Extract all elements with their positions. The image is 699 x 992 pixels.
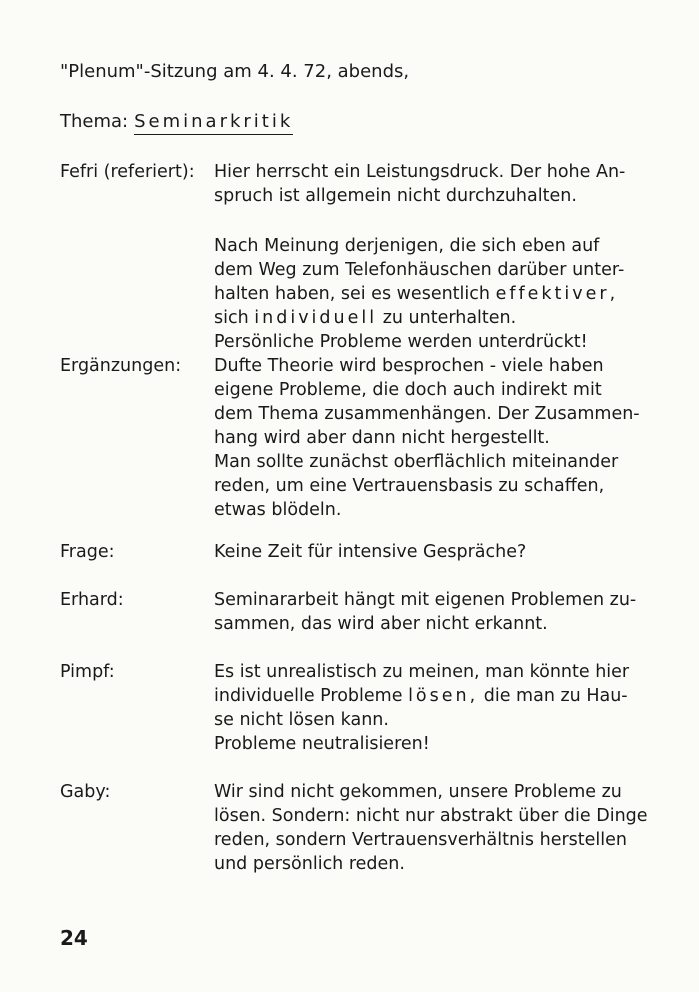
topic-line <box>60 110 293 134</box>
entry-text <box>214 540 644 564</box>
text-line: dem Weg zum Telefonhäuschen darüber unter- <box>214 260 625 280</box>
text-line: Man sollte zunächst oberflächlich miteinander <box>214 452 619 472</box>
text-line: se nicht lösen kann. <box>214 710 389 730</box>
text-segment: halten haben, sei es wesentlich <box>214 284 490 304</box>
text-line: Probleme neutralisieren! <box>214 734 430 754</box>
speaker-label: Fefri (referiert): <box>60 162 195 182</box>
text-line: eigene Probleme, die doch auch indirekt mit <box>214 380 602 400</box>
page-number: 24 <box>60 926 88 950</box>
text-segment: sich <box>214 308 249 328</box>
text-segment: individuelle Probleme <box>214 686 403 706</box>
text-line: Seminararbeit hängt mit eigenen Problemen zu- <box>214 590 637 610</box>
text-segment: die man zu Hau- <box>483 686 628 706</box>
entry-text <box>214 588 644 636</box>
speaker-label: Erhard: <box>60 590 124 610</box>
entry-text <box>214 354 644 522</box>
text-line: lösen. Sondern: nicht nur abstrakt über die Dinge <box>214 806 648 826</box>
text-line: Keine Zeit für intensive Gespräche? <box>214 542 527 562</box>
topic-label: Thema: <box>60 111 129 132</box>
entry-text <box>214 780 648 876</box>
text-line: Dufte Theorie wird besprochen - viele haben <box>214 356 604 376</box>
text-line: Persönliche Probleme werden unterdrückt! <box>214 332 588 352</box>
speaker-label: Ergänzungen: <box>60 356 182 376</box>
entry-text <box>214 234 644 354</box>
text-line: spruch ist allgemein nicht durchzuhalten. <box>214 186 577 206</box>
emphasized-word: lösen, <box>408 686 479 706</box>
emphasized-word: individuell <box>254 308 378 328</box>
text-line: und persönlich reden. <box>214 854 405 874</box>
speaker-label: Gaby: <box>60 782 111 802</box>
entry-text <box>214 660 644 756</box>
text-line: Nach Meinung derjenigen, die sich eben auf <box>214 236 600 256</box>
speaker-label: Pimpf: <box>60 662 115 682</box>
text-line <box>214 282 644 306</box>
text-line: hang wird aber dann nicht hergestellt. <box>214 428 550 448</box>
text-segment: zu unterhalten. <box>382 308 517 328</box>
emphasized-word: effektiver, <box>495 284 619 304</box>
text-line: Hier herrscht ein Leistungsdruck. Der hohe An- <box>214 162 626 182</box>
entry-text <box>214 160 644 208</box>
text-line: reden, um eine Vertrauensbasis zu schaffen, <box>214 476 605 496</box>
text-line: sammen, das wird aber nicht erkannt. <box>214 614 548 634</box>
text-line: etwas blödeln. <box>214 500 342 520</box>
text-line: Wir sind nicht gekommen, unsere Probleme zu <box>214 782 622 802</box>
session-title: "Plenum"-Sitzung am 4. 4. 72, abends, <box>60 61 410 82</box>
text-line: Es ist unrealistisch zu meinen, man könnte hier <box>214 662 630 682</box>
text-line: reden, sondern Vertrauensverhältnis herstellen <box>214 830 627 850</box>
text-line <box>214 684 644 708</box>
text-line: dem Thema zusammenhängen. Der Zusammen- <box>214 404 640 424</box>
speaker-label: Frage: <box>60 542 115 562</box>
topic-value: Seminarkritik <box>134 111 293 135</box>
text-line <box>214 306 644 330</box>
